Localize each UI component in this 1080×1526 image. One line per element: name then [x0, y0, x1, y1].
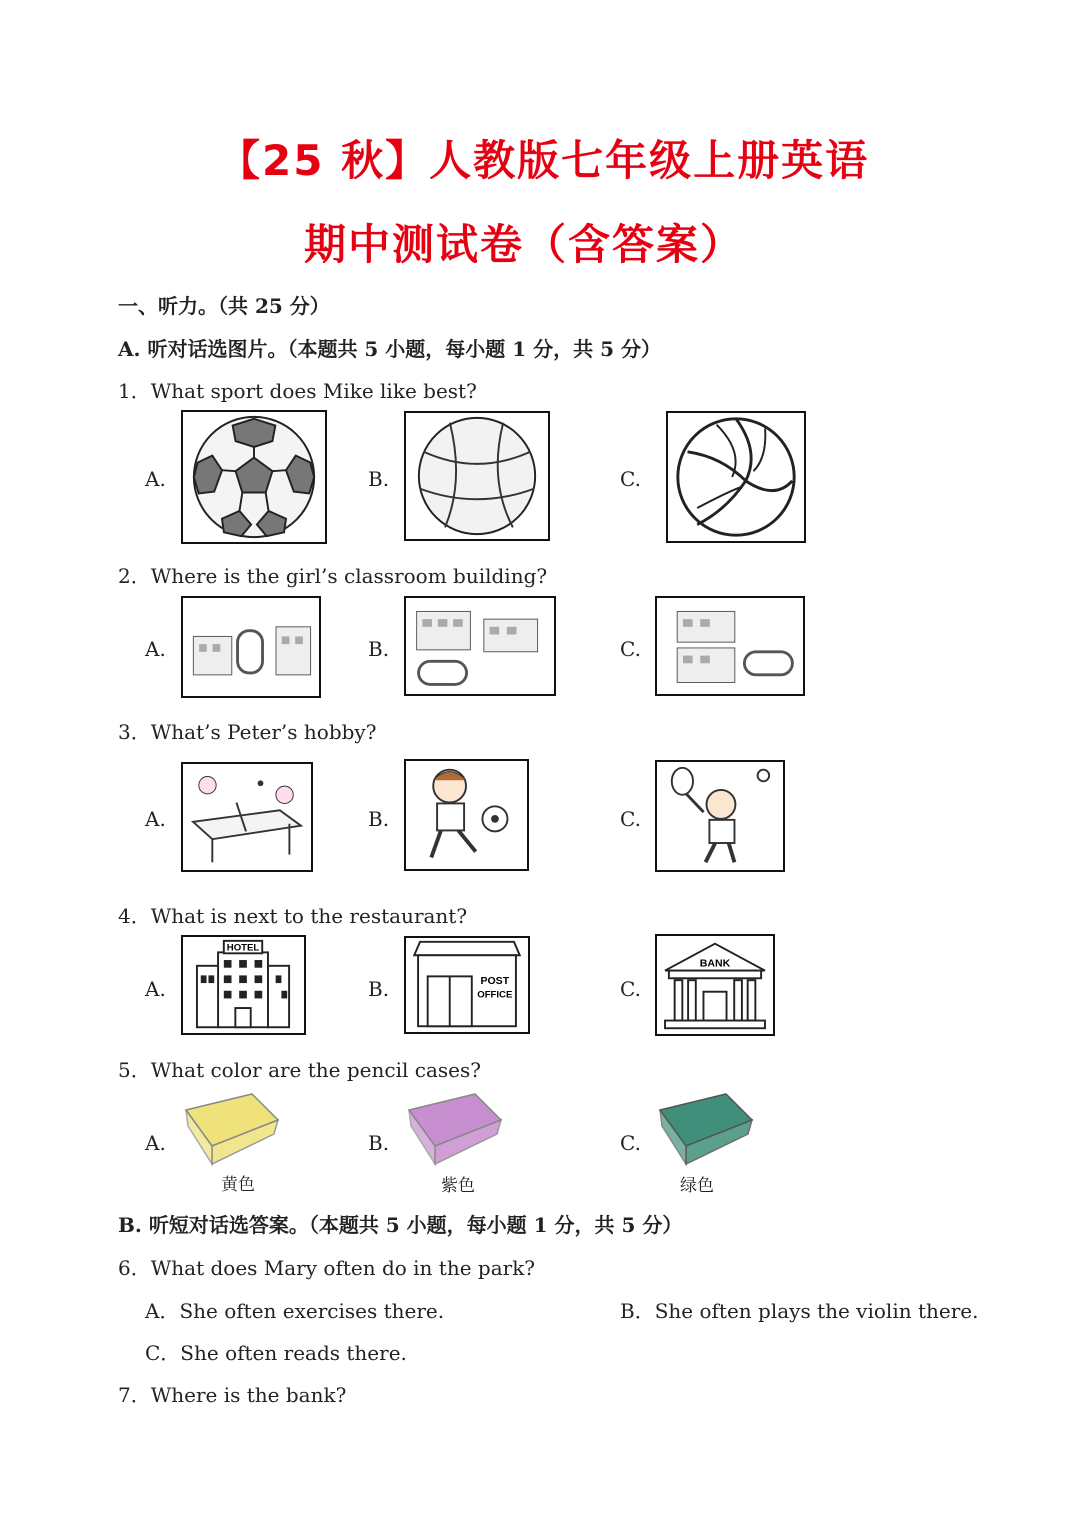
option-label-c: C.: [620, 467, 641, 491]
pencil-case-yellow-image: [182, 1090, 282, 1170]
option-label-c: C.: [620, 637, 641, 661]
office-sign: OFFICE: [477, 989, 513, 1001]
q6-option-a: A．She often exercises there.: [145, 1299, 445, 1323]
basketball-image: [404, 411, 550, 541]
section-b-heading: B. 听短对话选答案。（本题共 5 小题，每小题 1 分，共 5 分）: [118, 1213, 683, 1237]
volleyball-image: [666, 411, 806, 543]
option-label-b: B.: [368, 807, 390, 831]
hotel-image: [181, 935, 306, 1035]
question-4: 4．What is next to the restaurant?: [118, 904, 468, 928]
page-title-line2: 期中测试卷（含答案）: [304, 220, 745, 269]
bank-image: [655, 934, 775, 1036]
option-label-c: C.: [620, 807, 641, 831]
question-6: 6．What does Mary often do in the park?: [118, 1256, 536, 1280]
campus-map-a-image: [181, 596, 321, 698]
option-label-a: A.: [145, 1131, 166, 1155]
question-3: 3．What’s Peter’s hobby?: [118, 720, 377, 744]
option-label-c: C.: [620, 1131, 641, 1155]
option-label-b: B.: [368, 1131, 390, 1155]
ping-pong-image: [181, 762, 313, 872]
post-sign: POST: [480, 975, 510, 988]
option-label-a: A.: [145, 637, 166, 661]
option-label-b: B.: [368, 637, 390, 661]
option-label-c: C.: [620, 977, 641, 1001]
post-office-image: [404, 936, 530, 1034]
option-label-a: A.: [145, 467, 166, 491]
question-7: 7．Where is the bank?: [118, 1383, 347, 1407]
option-label-b: B.: [368, 467, 390, 491]
soccer-player-image: [404, 759, 529, 871]
q6-option-c: C．She often reads there.: [145, 1341, 407, 1365]
campus-map-b-image: [404, 596, 556, 696]
campus-map-c-image: [655, 596, 805, 696]
option-label-b: B.: [368, 977, 390, 1001]
pencil-case-green-image: [656, 1090, 756, 1170]
part-heading: 一、听力。（共 25 分）: [118, 294, 330, 318]
caption-yellow: 黄色: [221, 1175, 255, 1195]
question-2: 2．Where is the girl’s classroom building?: [118, 564, 548, 588]
question-1: 1．What sport does Mike like best?: [118, 379, 477, 403]
section-a-heading: A. 听对话选图片。（本题共 5 小题，每小题 1 分，共 5 分）: [118, 337, 661, 361]
q6-option-b: B．She often plays the violin there.: [620, 1299, 979, 1323]
question-5: 5．What color are the pencil cases?: [118, 1058, 481, 1082]
hotel-sign: HOTEL: [226, 942, 260, 954]
bank-sign: BANK: [699, 957, 731, 970]
option-label-a: A.: [145, 977, 166, 1001]
caption-purple: 紫色: [441, 1176, 475, 1196]
soccer-ball-image: [181, 410, 327, 544]
caption-green: 绿色: [680, 1176, 714, 1196]
option-label-a: A.: [145, 807, 166, 831]
pencil-case-purple-image: [405, 1090, 505, 1170]
tennis-player-image: [655, 760, 785, 872]
page-title-line1: 【25 秋】人教版七年级上册英语: [218, 136, 870, 185]
